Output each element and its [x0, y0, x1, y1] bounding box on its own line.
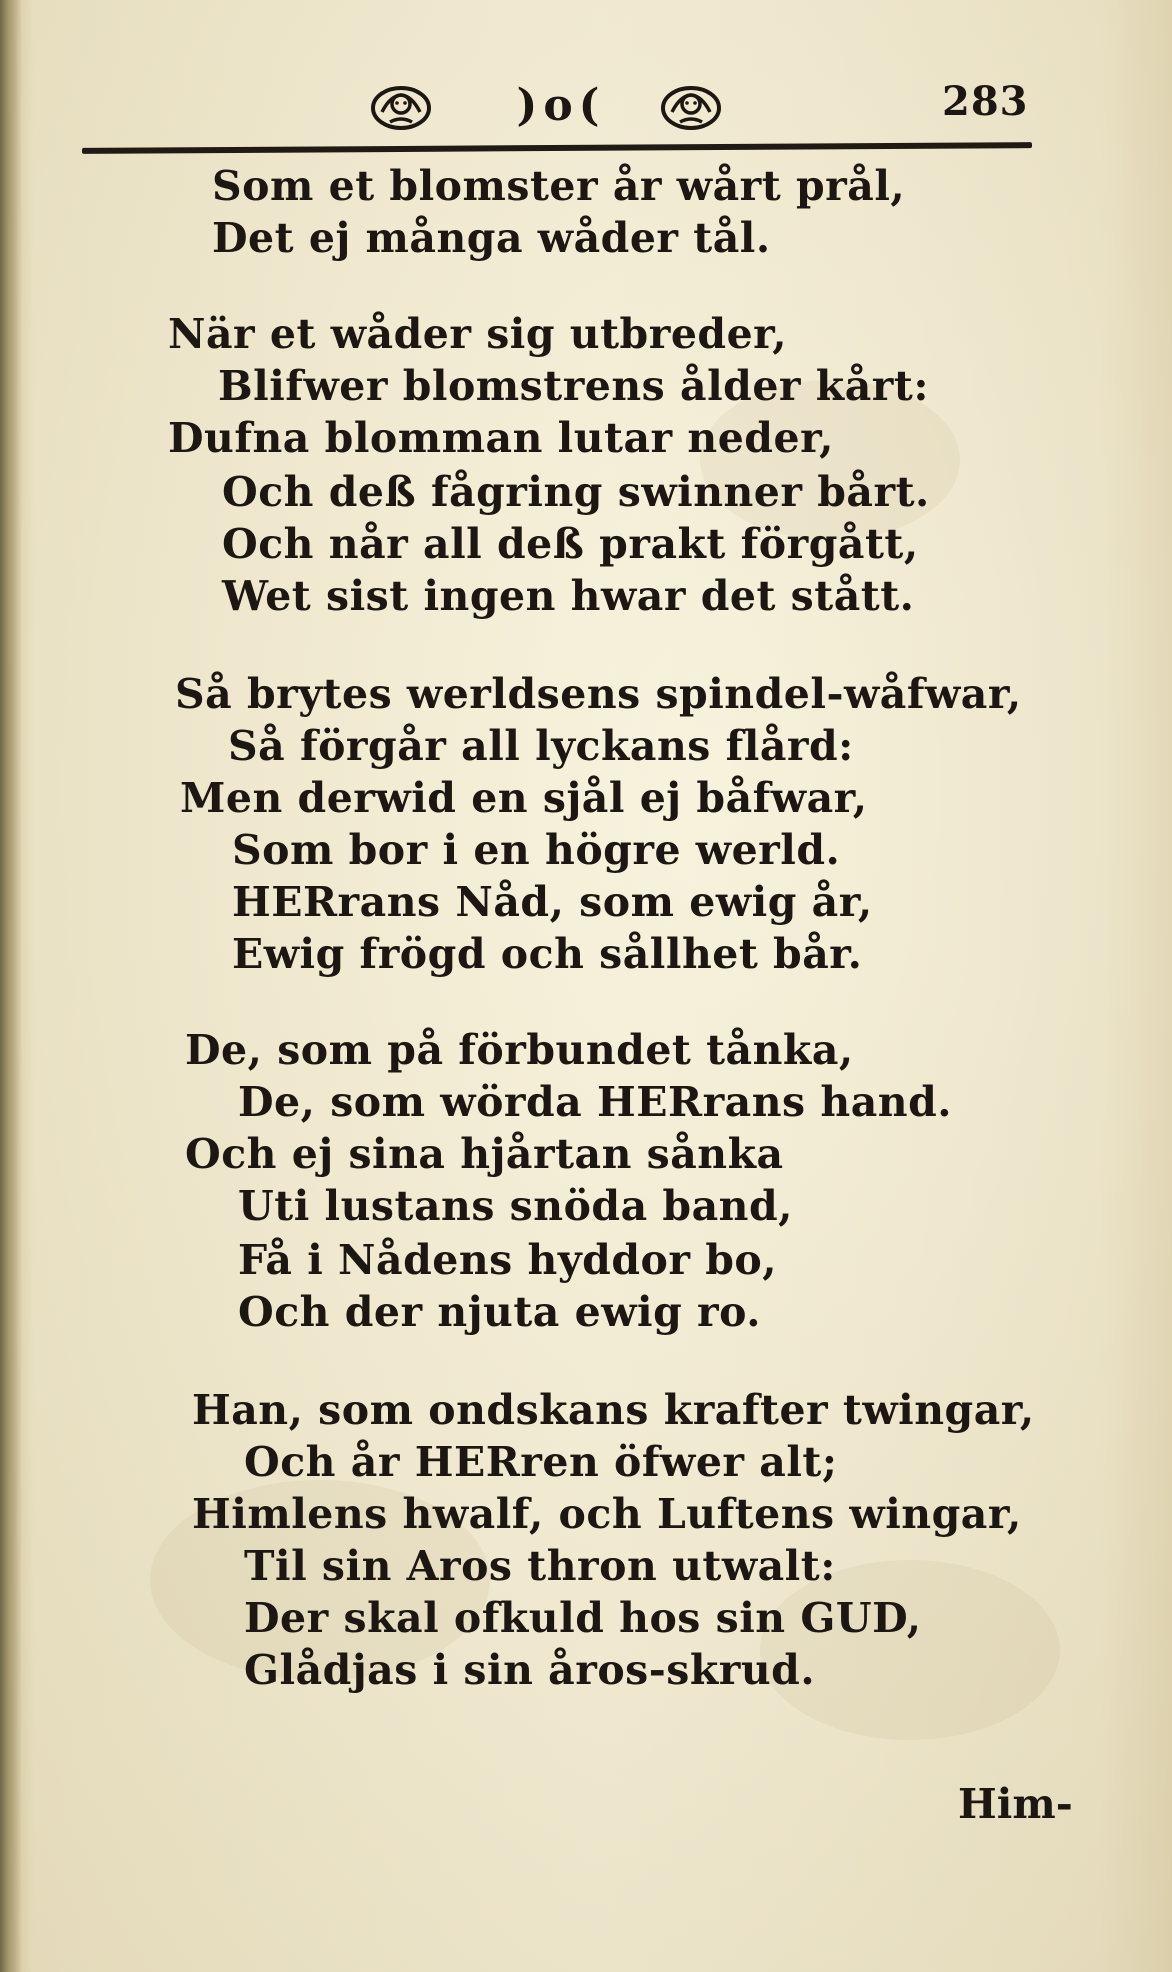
verse-line: När et wåder sig utbreder,: [168, 310, 788, 358]
verse-line: Och år HERren öfwer alt;: [244, 1438, 838, 1486]
verse-line: De, som på förbundet tånka,: [185, 1026, 854, 1074]
verse-line: Han, som ondskans krafter twingar,: [192, 1386, 1035, 1434]
verse-line: Så brytes werldsens spindel-wåfwar,: [175, 670, 1022, 718]
verse-line: Det ej många wåder tål.: [212, 214, 771, 262]
verse-line: Och når all deß prakt förgått,: [222, 520, 919, 568]
verse-line: Men derwid en sjål ej båfwar,: [180, 774, 868, 822]
catchword: Him-: [958, 1780, 1073, 1828]
verse-line: Få i Nådens hyddor bo,: [238, 1236, 777, 1284]
verse-line: Och deß fågring swinner bårt.: [222, 468, 930, 516]
verse-line: Der skal ofkuld hos sin GUD,: [244, 1594, 922, 1642]
page-number: 283: [942, 78, 1029, 125]
verse-line: De, som wörda HERrans hand.: [238, 1078, 953, 1126]
verse-line: Som bor i en högre werld.: [232, 826, 841, 874]
verse-line: Glådjas i sin åros-skrud.: [244, 1646, 816, 1694]
verse-line: Ewig frögd och sållhet bår.: [232, 930, 863, 978]
verse-line: HERrans Nåd, som ewig år,: [232, 878, 873, 926]
verse-line: Wet sist ingen hwar det stått.: [222, 572, 915, 620]
header-ornament-text: )o(: [516, 80, 606, 131]
verse-line: Uti lustans snöda band,: [238, 1182, 793, 1230]
verse-line: Til sin Aros thron utwalt:: [244, 1542, 836, 1590]
verse-line: Och der njuta ewig ro.: [238, 1288, 762, 1336]
verse-line: Blifwer blomstrens ålder kårt:: [218, 362, 929, 410]
verse-line: Himlens hwalf, och Luftens wingar,: [192, 1490, 1022, 1538]
verse-line: Som et blomster år wårt prål,: [212, 162, 906, 210]
verse-line: Så förgår all lyckans flård:: [228, 722, 854, 770]
verse-line: Dufna blomman lutar neder,: [168, 414, 834, 462]
verse-line: Och ej sina hjårtan sånka: [185, 1130, 784, 1178]
